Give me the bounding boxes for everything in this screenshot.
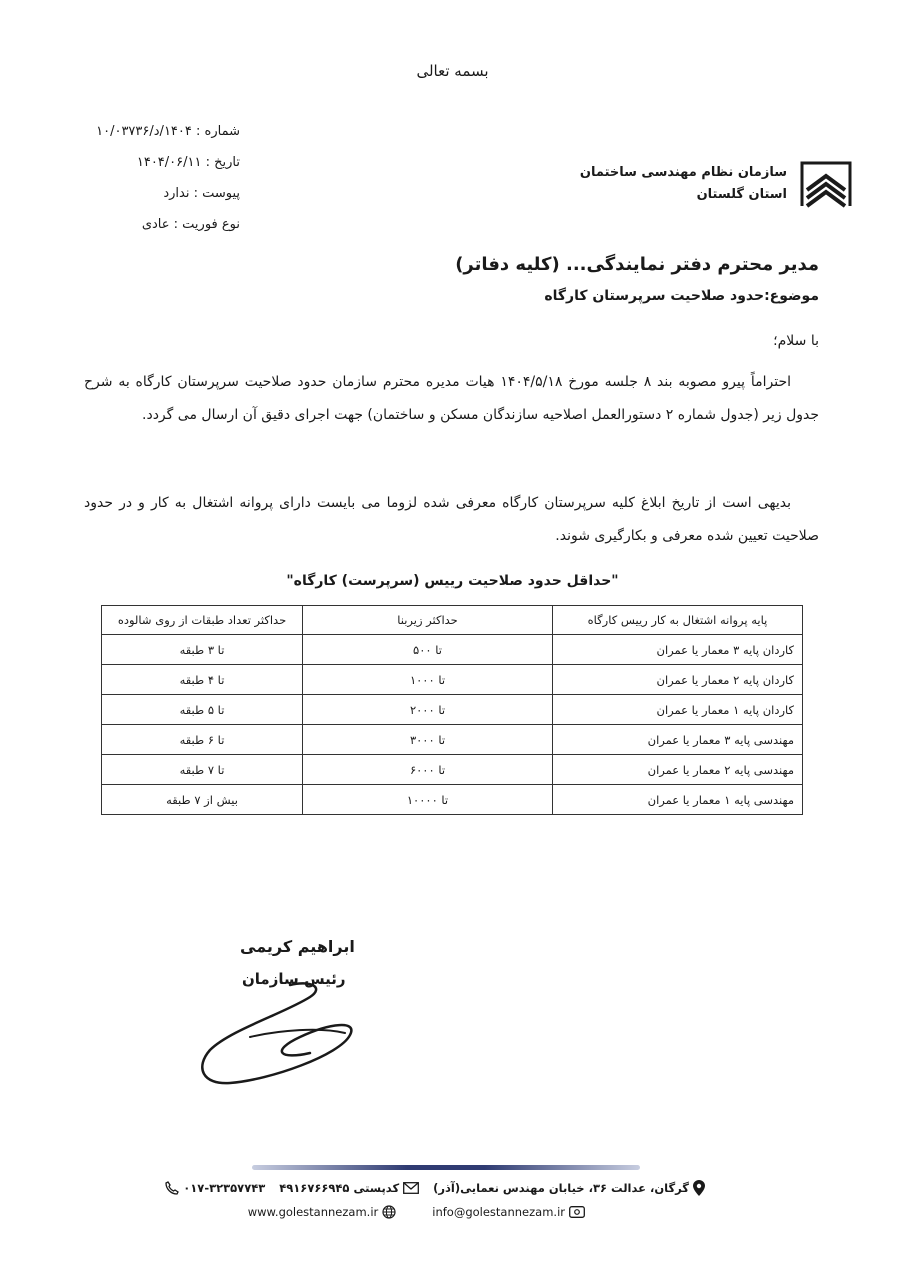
cell-license: کاردان پایه ۳ معمار یا عمران [553, 635, 803, 665]
building-logo-icon [799, 160, 853, 208]
footer-postal [279, 1181, 419, 1195]
footer-email[interactable] [432, 1205, 585, 1219]
cell-floors: تا ۳ طبقه [102, 635, 303, 665]
table-row [102, 725, 803, 755]
cell-area: تا ۳۰۰۰ [303, 725, 553, 755]
letter-urgency: نوع فوریت : عادی [141, 217, 240, 232]
letter-date: تاریخ : ۱۴۰۴/۰۶/۱۱ [136, 155, 240, 170]
org-name: سازمان نظام مهندسی ساختمان [579, 165, 787, 180]
footer-phone-text: ۰۱۷-۳۲۳۵۷۷۴۳ [183, 1181, 266, 1195]
footer-divider [252, 1165, 640, 1170]
cell-license: کاردان پایه ۱ معمار یا عمران [553, 695, 803, 725]
addressee: مدیر محترم دفتر نمایندگی... (کلیه دفاتر) [455, 254, 819, 275]
footer-website-text: www.golestannezam.ir [247, 1205, 379, 1219]
envelope-icon [403, 1182, 419, 1194]
footer-website[interactable] [248, 1205, 397, 1219]
greeting: با سلام؛ [773, 333, 819, 349]
signatory-title: رئیس سازمان [242, 970, 346, 988]
footer-address [433, 1180, 705, 1196]
footer-email-text: info@golestannezam.ir [432, 1205, 565, 1219]
cell-area: تا ۱۰۰۰۰ [303, 785, 553, 815]
body-paragraph-2: بدیهی است از تاریخ ابلاغ کلیه سرپرستان کارگاه معرفی شده لزوما می بایست دارای پروانه اشتغال به کار و در حدود صلاحیت تعیین شده معرفی و بکارگیری شوند. [84, 495, 819, 544]
cell-floors: تا ۵ طبقه [102, 695, 303, 725]
table-row [102, 635, 803, 665]
location-pin-icon [693, 1180, 705, 1196]
table-row [102, 665, 803, 695]
competence-table [101, 605, 803, 815]
globe-icon [382, 1205, 396, 1219]
cell-floors: تا ۴ طبقه [102, 665, 303, 695]
cell-license: مهندسی پایه ۳ معمار یا عمران [553, 725, 803, 755]
cell-license: مهندسی پایه ۱ معمار یا عمران [553, 785, 803, 815]
signatory-name: ابراهیم کریمی [240, 937, 355, 956]
cell-license: مهندسی پایه ۲ معمار یا عمران [553, 755, 803, 785]
letter-meta [40, 116, 240, 240]
col-header-area: حداکثر زیربنا [303, 606, 553, 635]
footer-postal-text: کدپستی ۴۹۱۶۷۶۶۹۴۵ [279, 1181, 400, 1195]
cell-floors: تا ۷ طبقه [102, 755, 303, 785]
cell-floors: بیش از ۷ طبقه [102, 785, 303, 815]
cell-area: تا ۱۰۰۰ [303, 665, 553, 695]
handwritten-signature [190, 975, 370, 1095]
cell-license: کاردان پایه ۲ معمار یا عمران [553, 665, 803, 695]
letter-attachment: پیوست : ندارد [163, 186, 240, 201]
col-header-floors: حداکثر تعداد طبقات از روی شالوده [102, 606, 303, 635]
table-row [102, 755, 803, 785]
letter-number: شماره : ۱۴۰۴/د/۱۰/۰۳۷۳۶ [96, 124, 240, 139]
email-icon [569, 1206, 585, 1218]
cell-area: تا ۵۰۰ [303, 635, 553, 665]
footer-web-line [248, 1205, 585, 1219]
cell-area: تا ۶۰۰۰ [303, 755, 553, 785]
col-header-license: پایه پروانه اشتغال به کار رییس کارگاه [553, 606, 803, 635]
cell-area: تا ۲۰۰۰ [303, 695, 553, 725]
footer-contact-line [165, 1180, 705, 1196]
table-title: "حداقل حدود صلاحیت رییس (سرپرست) کارگاه" [286, 573, 619, 589]
bismillah-heading: بسمه تعالی [416, 62, 489, 80]
phone-icon [165, 1181, 179, 1195]
table-header-row [102, 606, 803, 635]
footer-phone [165, 1181, 265, 1195]
table-row [102, 695, 803, 725]
subject-line: موضوع:حدود صلاحیت سرپرستان کارگاه [544, 288, 819, 304]
table-row [102, 785, 803, 815]
body-paragraph-1: احتراماً پیرو مصوبه بند ۸ جلسه مورخ ۱۴۰۴/۵/۱۸ هیات مدیره محترم سازمان حدود صلاحیت سرپرستان کارگاه به شرح جدول زیر (جدول شماره ۲ دستورالعمل اصلاحیه سازندگان مسکن و ساختمان) جهت اجرای دقیق آن ارسال می گردد. [84, 374, 819, 423]
org-header [580, 160, 853, 208]
org-province: استان گلستان [696, 187, 787, 202]
cell-floors: تا ۶ طبقه [102, 725, 303, 755]
footer-address-text: گرگان، عدالت ۳۶، خیابان مهندس نعمایی(آذر) [433, 1181, 689, 1195]
